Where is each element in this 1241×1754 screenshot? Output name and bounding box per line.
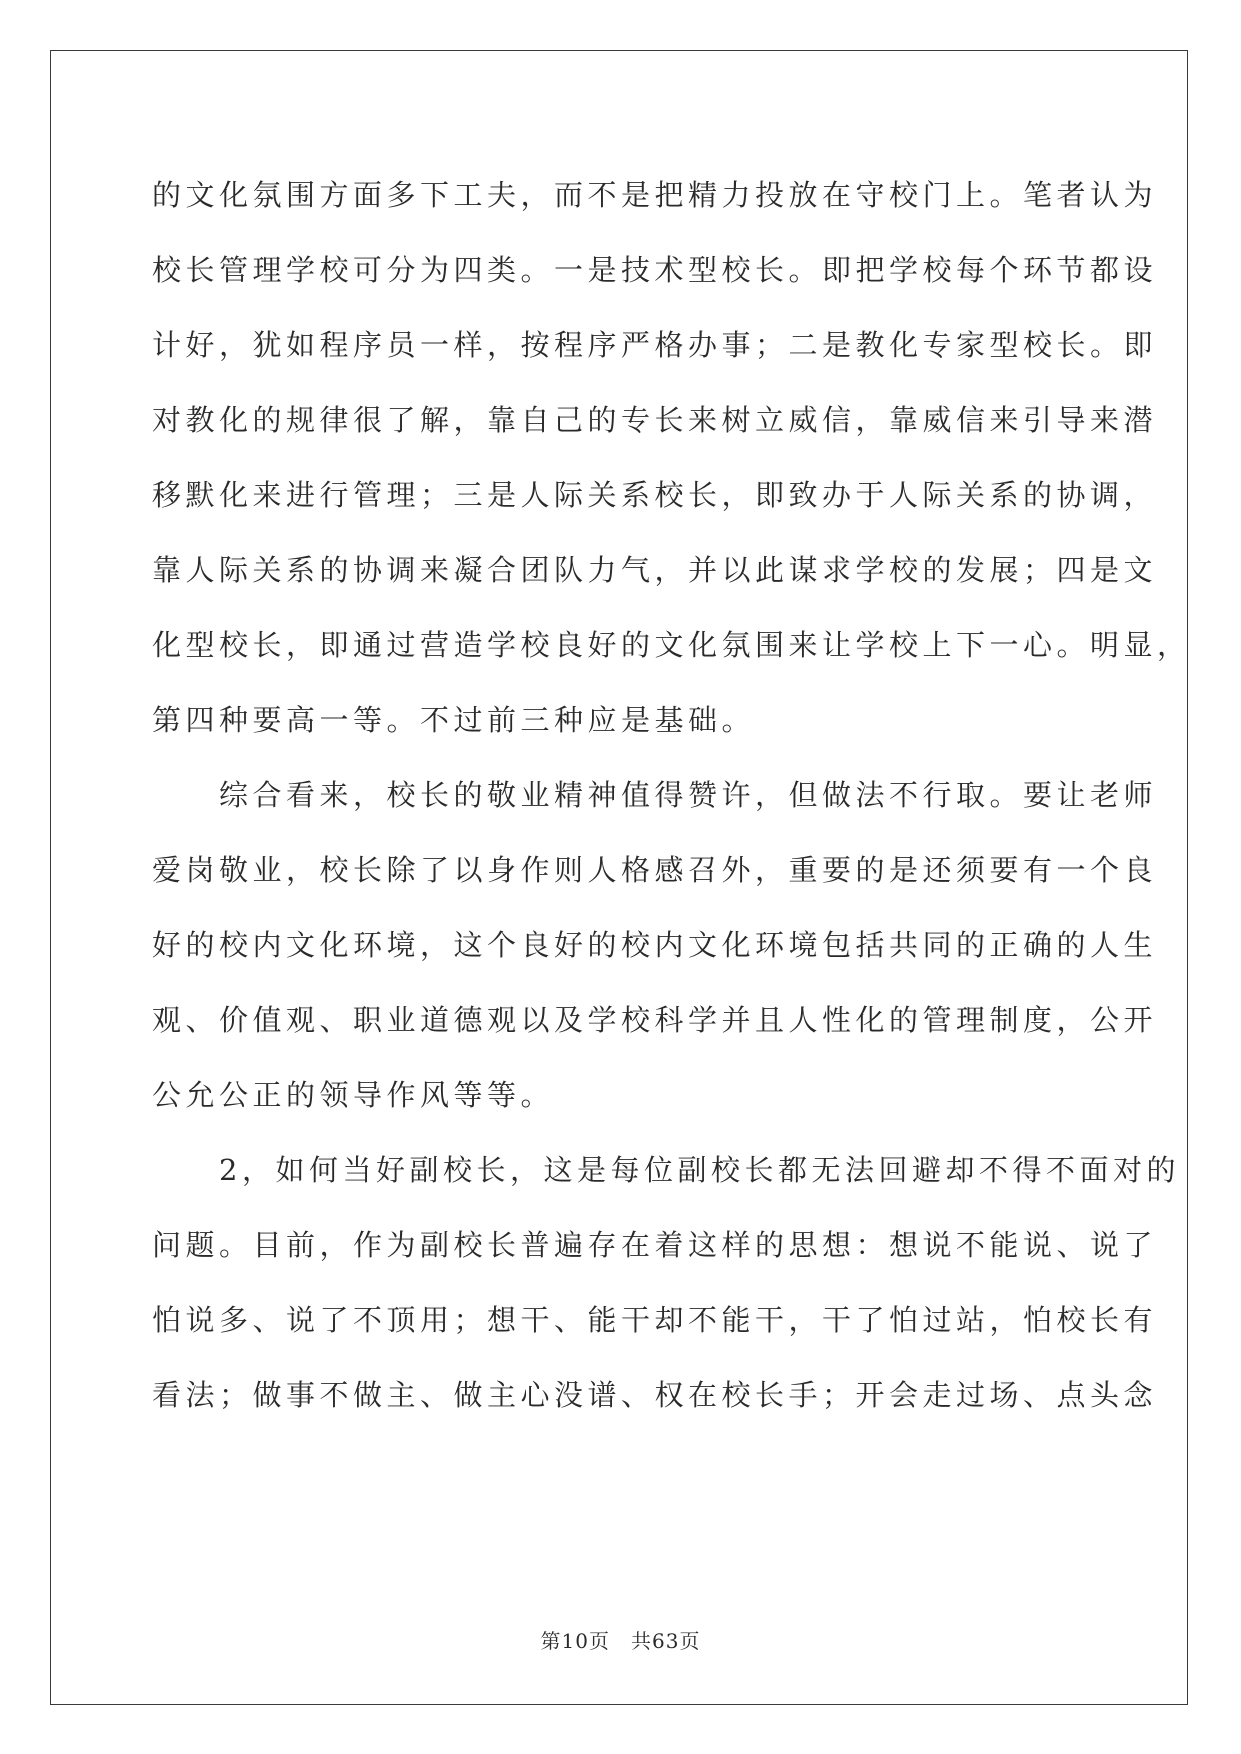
text-line: 对教化的规律很了解，靠自己的专长来树立威信，靠威信来引导来潜 <box>152 403 1158 437</box>
text-line: 化型校长，即通过营造学校良好的文化氛围来让学校上下一心。明显， <box>152 628 1191 662</box>
text-line: 靠人际关系的协调来凝合团队力气，并以此谋求学校的发展；四是文 <box>152 553 1158 587</box>
text-line: 移默化来进行管理；三是人际关系校长，即致办于人际关系的协调， <box>152 478 1158 512</box>
text-line: 公允公正的领导作风等等。 <box>152 1078 555 1112</box>
page-number-label: 第10页 共63页 <box>540 1629 701 1653</box>
text-line: 看法；做事不做主、做主心没谱、权在校长手；开会走过场、点头念 <box>152 1378 1158 1412</box>
text-line: 校长管理学校可分为四类。一是技术型校长。即把学校每个环节都设 <box>152 253 1158 287</box>
text-line: 计好，犹如程序员一样，按程序严格办事；二是教化专家型校长。即 <box>152 328 1158 362</box>
text-line: 综合看来，校长的敬业精神值得赞许，但做法不行取。要让老师 <box>152 778 1158 812</box>
text-line: 第四种要高一等。不过前三种应是基础。 <box>152 703 756 737</box>
text-line: 2，如何当好副校长，这是每位副校长都无法回避却不得不面对的 <box>152 1153 1180 1187</box>
text-line: 怕说多、说了不顶用；想干、能干却不能干，干了怕过站，怕校长有 <box>152 1303 1158 1337</box>
page-footer <box>0 1625 1241 1654</box>
text-line: 好的校内文化环境，这个良好的校内文化环境包括共同的正确的人生 <box>152 928 1158 962</box>
text-line: 问题。目前，作为副校长普遍存在着这样的思想：想说不能说、说了 <box>152 1228 1158 1262</box>
document-body <box>152 158 1191 1433</box>
text-line: 观、价值观、职业道德观以及学校科学并且人性化的管理制度，公开 <box>152 1003 1158 1037</box>
text-line: 爱岗敬业，校长除了以身作则人格感召外，重要的是还须要有一个良 <box>152 853 1158 887</box>
text-line: 的文化氛围方面多下工夫，而不是把精力投放在守校门上。笔者认为 <box>152 178 1158 212</box>
